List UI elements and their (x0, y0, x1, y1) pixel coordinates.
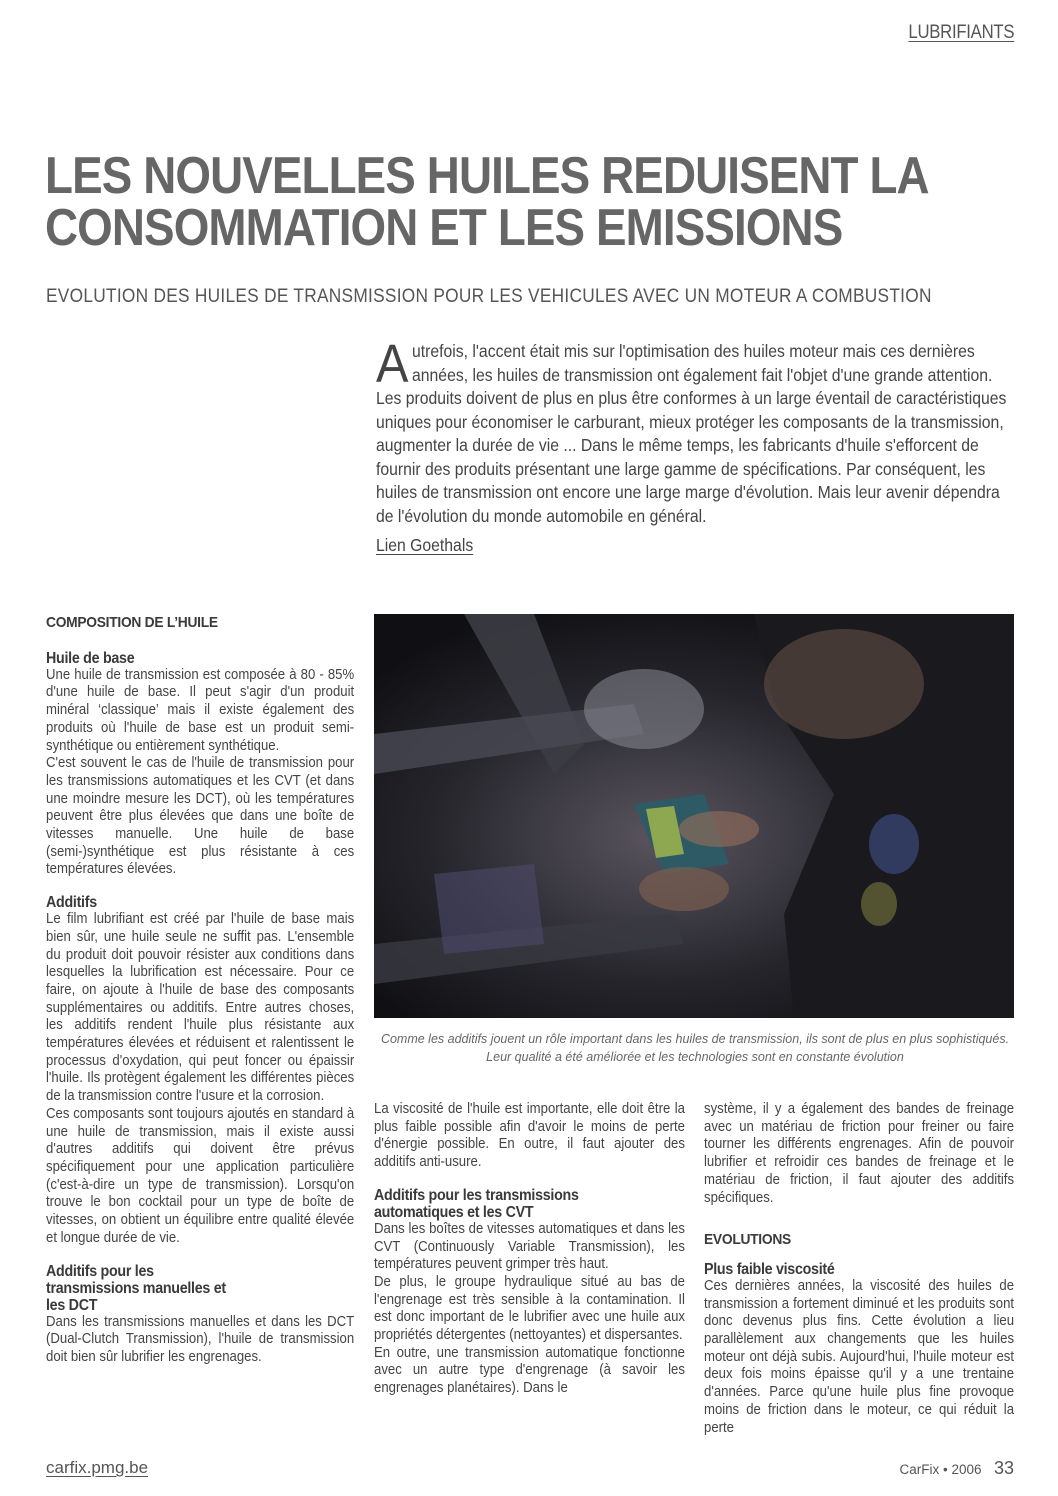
column-1 (46, 614, 354, 1367)
intro-text: utrefois, l'accent était mis sur l'optimisation des huiles moteur mais ces dernières années, les huiles de transmission ont également fait l'objet d'une grande attention. Les produits doivent de plus en plus être conformes à un large éventail de caractéristiques uniques pour économiser le carburant, mieux protéger les composants de la transmission, augmenter la durée de vie ... Dans le même temps, les fabricants d'huile s'efforcent de fournir des produits présentant une large gamme de spécifications. Par conséquent, les huiles de transmission ont encore une large marge d'évolution. Mais leur avenir dépendra de l'évolution du monde automobile en général. (376, 341, 1007, 526)
paragraph: De plus, le groupe hydraulique situé au bas de l'engrenage est très sensible à la contamination. Il est donc important de le lubrifier avec une huile aux propriétés détergentes (nettoyantes) et dispersantes. (374, 1273, 685, 1344)
caption-line-2: Leur qualité a été améliorée et les technologies sont en constante évolution (486, 1050, 904, 1064)
article-subtitle: EVOLUTION DES HUILES DE TRANSMISSION POUR LES VEHICULES AVEC UN MOTEUR A COMBUSTION (46, 286, 932, 307)
subheading-plus-faible-viscosite: Plus faible viscosité (704, 1260, 835, 1278)
section-heading-evolutions: EVOLUTIONS (704, 1231, 791, 1249)
magazine-issue: CarFix • 2006 (899, 1462, 982, 1477)
caption-line-1: Comme les additifs jouent un rôle important dans les huiles de transmission, ils sont de plus en plus sophistiqués. (380, 1032, 1010, 1046)
paragraph: La viscosité de l'huile est importante, elle doit être la plus faible possible afin d'avoir le moins de perte d'énergie possible. En outre, il faut ajouter des additifs anti-usure. (374, 1101, 685, 1171)
footer-site-link[interactable]: carfix.pmg.be (46, 1458, 149, 1477)
paragraph: Dans les transmissions manuelles et dans les DCT (Dual-Clutch Transmission), l'huile de transmission doit bien sûr lubrifier les engrenages. (46, 1313, 355, 1365)
subheading-manuelles-dct: Additifs pour les transmissions manuelles et les DCT (46, 1262, 226, 1314)
title-line-1: LES NOUVELLES HUILES REDUISENT LA (45, 147, 929, 205)
author-link[interactable]: Lien Goethals (376, 535, 474, 555)
paragraph: Le film lubrifiant est créé par l'huile de base mais bien sûr, une huile seule ne suffit pas. L'ensemble du produit doit pouvoir résister aux conditions dans lesquelles la lubrification est nécessaire. Pour ce faire, on ajoute à l'huile de base des composants supplémentaires ou additifs. Entre autres choses, les additifs rendent l'huile plus résistante aux températures élevées et réduisent et ralentissent le processus d'oxydation, qui peut foncer ou épaissir l'huile. Ils protègent également les différentes pièces de la transmission contre l'usure et la corrosion. (46, 911, 355, 1105)
paragraph: Une huile de transmission est composée à 80 - 85% d'une huile de base. Il peut s'agir d'un produit minéral ‘classique’ mais il existe également des produits où l'huile de base est un produit semi-synthétique ou entièrement synthétique. (46, 666, 355, 754)
subheading-huile-de-base: Huile de base (46, 649, 135, 667)
article-title (45, 147, 929, 257)
column-2 (374, 1101, 685, 1398)
page-number: 33 (993, 1458, 1014, 1478)
paragraph: Ces composants sont toujours ajoutés en standard à une huile de transmission, mais il existe aussi d'autres additifs qui doivent être prévus spécifiquement pour une application particulière (c'est-à-dire un type de transmission). Lorsqu'on trouve le bon cocktail pour un type de boîte de vitesses, on obtient un équilibre entre qualité élevée et longue durée de vie. (46, 1105, 355, 1246)
column-3 (704, 1101, 1014, 1437)
article-photo (374, 614, 1014, 1018)
intro-paragraph (376, 334, 1011, 528)
drop-cap: A (376, 334, 409, 394)
footer-info (900, 1458, 1015, 1479)
paragraph: Dans les boîtes de vitesses automatiques et dans les CVT (Continuously Variable Transmission), les températures peuvent grimper très haut. (374, 1220, 685, 1273)
photo-illustration (374, 614, 1014, 1018)
subheading-automatiques-cvt: Additifs pour les transmissions automatiques et les CVT (374, 1186, 579, 1221)
section-label[interactable]: LUBRIFIANTS (908, 22, 1014, 43)
title-line-2: CONSOMMATION ET LES EMISSIONS (45, 199, 843, 257)
photo-caption (370, 1030, 1020, 1066)
section-heading-composition: COMPOSITION DE L’HUILE (46, 614, 218, 631)
paragraph: système, il y a également des bandes de freinage avec un matériau de friction pour freiner ou faire tourner les différents engrenages. Afin de pouvoir lubrifier et refroidir ces bandes de freinage et le matériau de friction, il faut ajouter des additifs spécifiques. (704, 1101, 1015, 1206)
paragraph: Ces dernières années, la viscosité des huiles de transmission a fortement diminué et les produits sont donc devenus plus fins. Cette évolution a lieu parallèlement aux changements que les huiles moteur ont déjà subis. Aujourd'hui, l'huile moteur est deux fois moins épaisse qu'il y a une trentaine d'années. Parce qu'une huile plus fine provoque moins de friction dans le moteur, ce qui réduit la perte (704, 1277, 1015, 1436)
intro-block (376, 334, 1016, 558)
paragraph: C'est souvent le cas de l'huile de transmission pour les transmissions automatiques et les CVT (et dans une moindre mesure les DCT), où les températures peuvent être plus élevées que dans une boîte de vitesses manuelle. Une huile de base (semi-)synthétique est plus résistante à ces températures élevées. (46, 755, 355, 878)
subheading-additifs: Additifs (46, 894, 97, 912)
paragraph: En outre, une transmission automatique fonctionne avec un autre type d'engrenage (à savoir les engrenages planétaires). Dans le (374, 1344, 685, 1397)
